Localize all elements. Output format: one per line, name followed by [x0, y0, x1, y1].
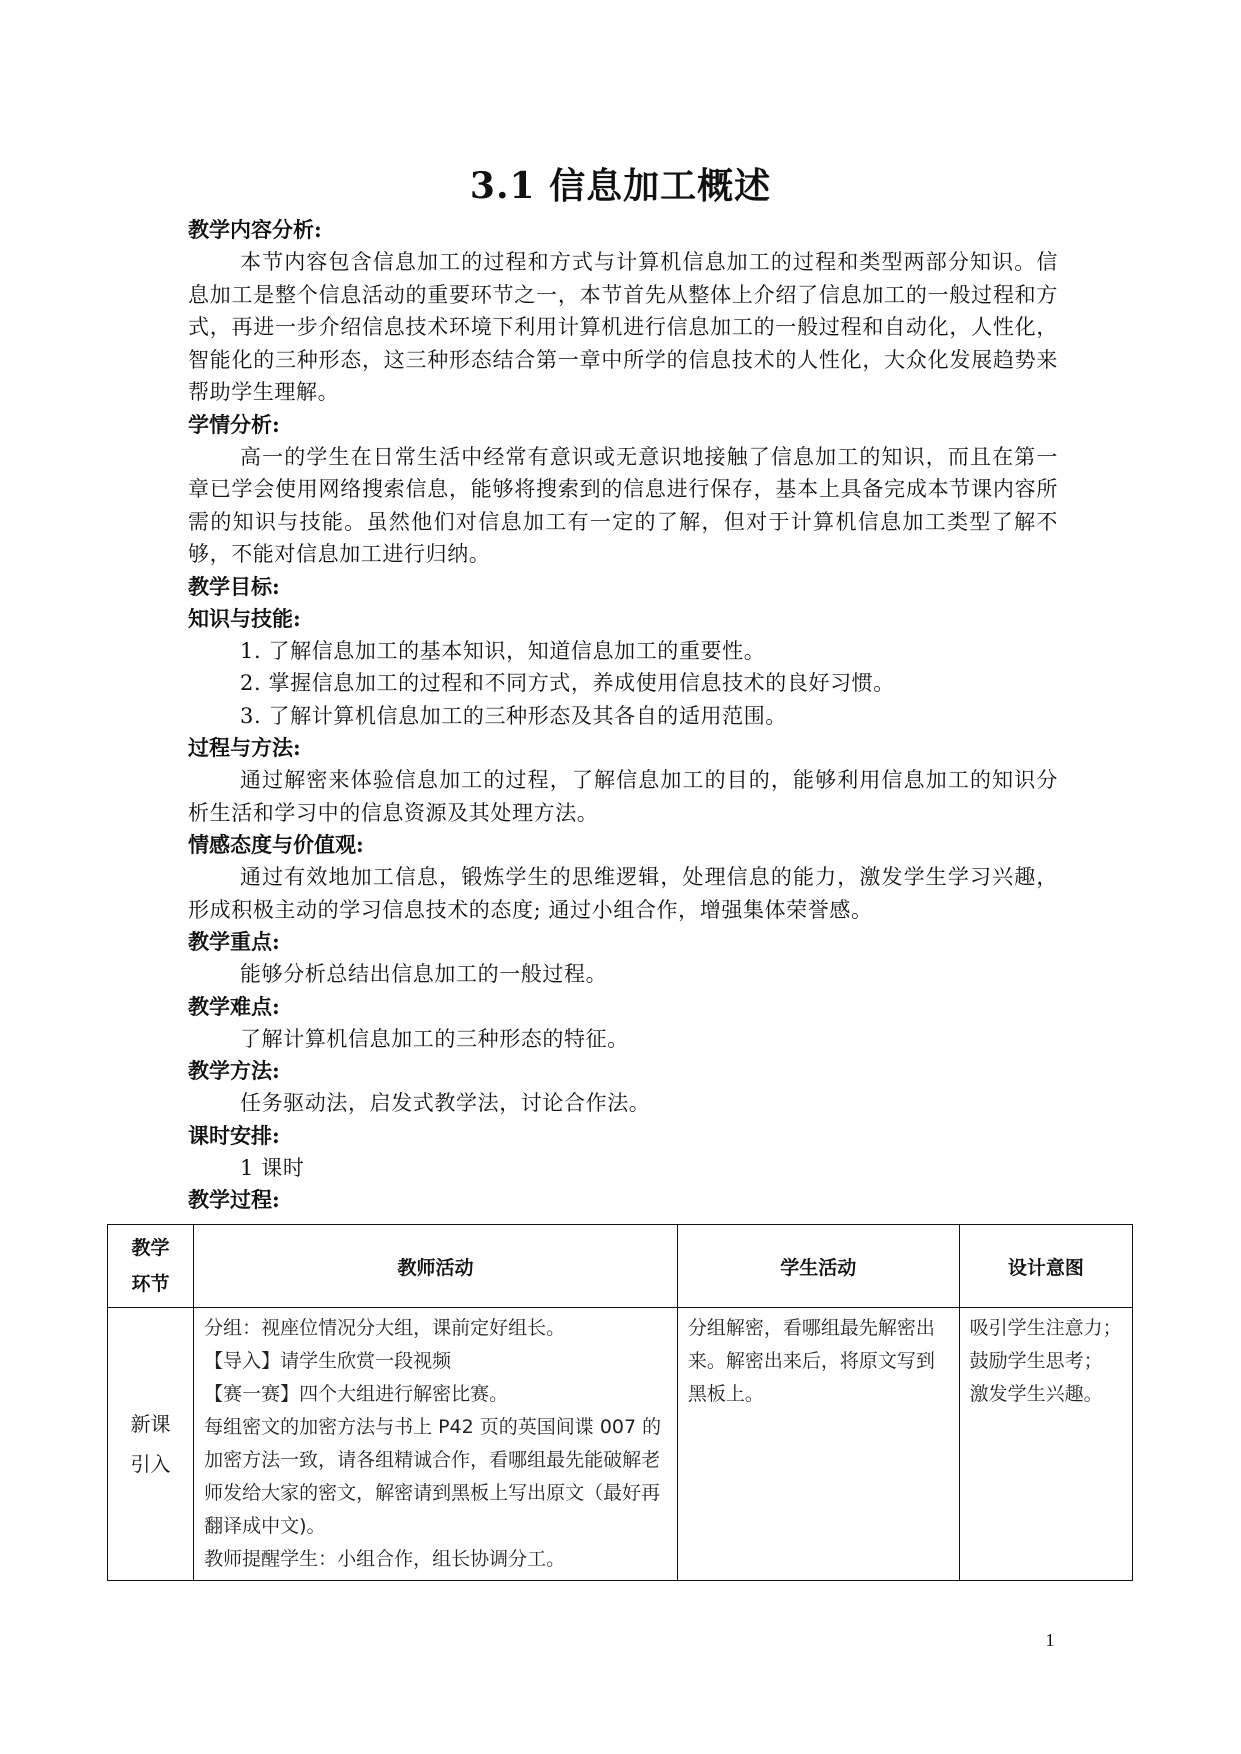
row-stage-line2: 引入: [130, 1452, 171, 1476]
table-row: [108, 1308, 1133, 1581]
teaching-goals-heading: 教学目标:: [188, 573, 280, 599]
difficulty-heading: 教学难点:: [188, 993, 280, 1019]
design-intent-cell: [959, 1308, 1132, 1581]
design-intent-line: 激发学生兴趣。: [969, 1383, 1103, 1405]
design-intent-line: 吸引学生注意力；: [969, 1317, 1122, 1339]
student-analysis-text: 高一的学生在日常生活中经常有意识或无意识地接触了信息加工的知识，而且在第一章已学会使用网络搜索信息，能够将搜索到的信息进行保存，基本上具备完成本节课内容所需的知识与技能。虽然他们对信息加工有一定的了解，但对于计算机信息加工类型了解不够，不能对信息加工进行归纳。: [188, 444, 1058, 566]
teacher-activity-line: 分组：视座位情况分大组，课前定好组长。: [204, 1317, 566, 1339]
content-analysis-text: 本节内容包含信息加工的过程和方式与计算机信息加工的过程和类型两部分知识。信息加工是整个信息活动的重要环节之一，本节首先从整体上介绍了信息加工的一般过程和方式，再进一步介绍信息技术环境下利用计算机进行信息加工的一般过程和自动化，人性化，智能化的三种形态，这三种形态结合第一章中所学的信息技术的人性化，大众化发展趋势来帮助学生理解。: [188, 250, 1058, 404]
page-number: 1: [1045, 1630, 1055, 1650]
teaching-method-text: 任务驱动法，启发式教学法，讨论合作法。: [240, 1091, 651, 1115]
key-point-heading: 教学重点:: [188, 929, 280, 954]
header-stage: [108, 1225, 194, 1308]
knowledge-item: 1. 了解信息加工的基本知识，知道信息加工的重要性。: [240, 638, 766, 663]
knowledge-item: 3. 了解计算机信息加工的三种形态及其各自的适用范围。: [240, 703, 787, 728]
teaching-method-heading: 教学方法:: [188, 1058, 280, 1083]
knowledge-skills-heading: 知识与技能:: [188, 605, 301, 631]
header-student-activity: 学生活动: [677, 1225, 959, 1308]
key-point-text: 能够分析总结出信息加工的一般过程。: [240, 962, 608, 986]
header-design-intent: 设计意图: [959, 1225, 1132, 1308]
teacher-activity-line: 【导入】请学生欣赏一段视频: [204, 1350, 452, 1372]
header-teacher-activity: 教师活动: [194, 1225, 678, 1308]
row-stage: [108, 1308, 194, 1581]
row-stage-line1: 新课: [130, 1412, 171, 1436]
header-stage-line1: 教学: [131, 1237, 170, 1259]
process-method-heading: 过程与方法:: [188, 735, 301, 760]
header-stage-line2: 环节: [131, 1273, 170, 1295]
document-title: 3.1 信息加工概述: [469, 165, 772, 207]
difficulty-text: 了解计算机信息加工的三种形态的特征。: [240, 1026, 629, 1051]
teacher-activity-line: 【赛一赛】四个大组进行解密比赛。: [204, 1383, 509, 1405]
emotion-values-heading: 情感态度与价值观:: [188, 832, 364, 857]
student-analysis-heading: 学情分析:: [188, 411, 280, 437]
process-method-text: 通过解密来体验信息加工的过程，了解信息加工的目的，能够利用信息加工的知识分析生活和学习中的信息资源及其处理方法。: [188, 768, 1058, 825]
teaching-process-table: [107, 1224, 1133, 1581]
emotion-values-text: 通过有效地加工信息，锻炼学生的思维逻辑，处理信息的能力，激发学生学习兴趣，形成积极主动的学习信息技术的态度; 通过小组合作，增强集体荣誉感。: [188, 865, 1058, 922]
content-analysis-heading: 教学内容分析:: [188, 217, 322, 242]
knowledge-item: 2. 掌握信息加工的过程和不同方式，养成使用信息技术的良好习惯。: [240, 671, 895, 695]
table-header-row: [108, 1225, 1133, 1308]
teacher-activity-cell: [194, 1308, 678, 1581]
design-intent-line: 鼓励学生思考；: [969, 1350, 1103, 1372]
schedule-text: 1 课时: [240, 1155, 305, 1180]
schedule-heading: 课时安排:: [188, 1122, 280, 1148]
lesson-plan-body: [188, 214, 1058, 1216]
student-activity-cell: 分组解密，看哪组最先解密出来。解密出来后，将原文写到黑板上。: [677, 1308, 959, 1581]
teaching-process-heading: 教学过程:: [188, 1187, 280, 1212]
teacher-activity-line: 每组密文的加密方法与书上 P42 页的英国间谍 007 的加密方法一致，请各组精诚合作，看哪组最先能破解老师发给大家的密文，解密请到黑板上写出原文（最好再翻译成中文)。: [204, 1416, 662, 1537]
teacher-activity-line: 教师提醒学生：小组合作，组长协调分工。: [204, 1548, 566, 1570]
